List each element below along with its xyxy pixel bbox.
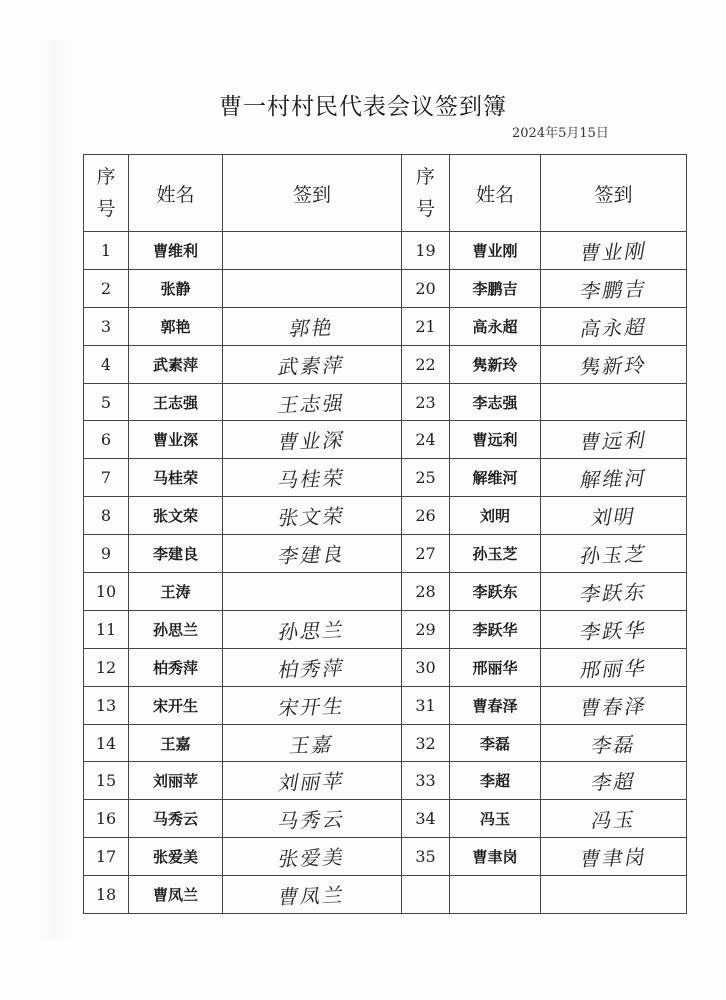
seq-number: 27 [402,535,450,573]
seq-number: 9 [84,535,129,573]
signature-cell [541,497,687,535]
header-seq: 序 号 [84,155,129,232]
attendee-name: 王涛 [129,573,223,611]
seq-number: 21 [402,307,450,345]
seq-number: 7 [84,459,129,497]
handwritten-signature: 曹远利 [577,428,649,455]
handwritten-signature: 王志强 [276,390,348,417]
handwritten-signature: 曹业刚 [577,238,649,266]
attendee-name: 柏秀萍 [129,648,223,686]
handwritten-signature: 李磊 [588,731,638,758]
signature-cell [223,345,402,383]
signature-cell [541,800,687,838]
handwritten-signature: 柏秀萍 [276,655,348,682]
handwritten-signature: 张爱美 [276,845,348,872]
seq-number: 31 [402,686,450,724]
attendee-name: 曹维利 [129,232,223,270]
attendee-name: 马秀云 [129,800,223,838]
signature-cell [223,383,402,421]
seq-number: 19 [402,232,450,270]
signature-cell [223,573,402,611]
signature-cell [541,686,687,724]
attendee-name: 冯玉 [450,800,541,838]
attendance-table [83,154,687,914]
seq-number: 16 [84,800,129,838]
handwritten-signature: 曹春泽 [577,693,649,720]
table-row [84,459,687,497]
seq-number: 25 [402,459,450,497]
seq-number: 28 [402,573,450,611]
seq-number: 15 [84,762,129,800]
table-row [84,838,687,876]
attendee-name: 李超 [450,762,541,800]
table-row [84,535,687,573]
meeting-date: 2024年5月15日 [512,126,609,141]
signature-cell [223,421,402,459]
seq-number: 13 [84,686,129,724]
handwritten-signature: 解维河 [577,466,649,493]
attendee-name: 张文荣 [129,497,223,535]
signature-cell [541,383,687,421]
table-row [84,610,687,648]
seq-number: 33 [402,762,450,800]
attendee-name: 李志强 [450,383,541,421]
attendee-name: 曹聿岗 [450,838,541,876]
signature-cell [223,648,402,686]
handwritten-signature: 刘丽苹 [276,769,348,796]
signature-cell [541,573,687,611]
seq-number: 26 [402,497,450,535]
table-row [84,345,687,383]
handwritten-signature: 李建良 [276,541,348,569]
attendee-name: 曹凤兰 [129,876,223,914]
seq-number [402,876,450,914]
seq-number: 11 [84,610,129,648]
seq-number: 4 [84,345,129,383]
seq-number: 30 [402,648,450,686]
seq-number: 29 [402,610,450,648]
table-row [84,269,687,307]
header-seq: 序 号 [402,155,450,232]
attendee-name: 李磊 [450,724,541,762]
handwritten-signature: 曹业深 [276,428,348,455]
header-sign: 签到 [541,155,687,232]
table-row [84,800,687,838]
signature-cell [223,762,402,800]
signature-cell [541,838,687,876]
handwritten-signature: 郭艳 [287,314,337,341]
signature-cell [541,232,687,270]
page-title: 曹一村村民代表会议签到簿 [219,94,507,120]
attendee-name: 王嘉 [129,724,223,762]
table-row [84,724,687,762]
attendee-name: 刘明 [450,497,541,535]
handwritten-signature: 冯玉 [588,807,638,834]
table-row [84,497,687,535]
attendee-name [450,876,541,914]
attendee-name: 王志强 [129,383,223,421]
signature-cell [223,876,402,914]
signature-cell [541,762,687,800]
header-name: 姓名 [129,155,223,232]
signature-cell [541,459,687,497]
signature-cell [223,307,402,345]
header-sign: 签到 [223,155,402,232]
signature-cell [541,724,687,762]
attendee-name: 李跃东 [450,573,541,611]
signature-cell [541,610,687,648]
signature-cell [223,232,402,270]
attendee-name: 宋开生 [129,686,223,724]
handwritten-signature: 曹聿岗 [577,845,649,872]
handwritten-signature: 李鹏吉 [577,276,649,303]
seq-number: 8 [84,497,129,535]
table-row [84,573,687,611]
seq-number: 35 [402,838,450,876]
seq-number: 23 [402,383,450,421]
handwritten-signature: 李超 [588,769,638,796]
attendee-name: 曹业刚 [450,232,541,270]
table-row [84,686,687,724]
handwritten-signature: 邢丽华 [577,655,649,682]
attendee-name: 曹业深 [129,421,223,459]
header-name: 姓名 [450,155,541,232]
signature-cell [223,497,402,535]
attendee-name: 隽新玲 [450,345,541,383]
table-row [84,232,687,270]
scan-shadow [40,40,70,940]
handwritten-signature: 张文荣 [276,504,348,531]
attendee-name: 解维河 [450,459,541,497]
table-row [84,383,687,421]
signature-cell [223,838,402,876]
handwritten-signature: 武素萍 [276,352,348,379]
attendee-name: 曹远利 [450,421,541,459]
signature-cell [541,269,687,307]
attendee-name: 刘丽苹 [129,762,223,800]
attendee-name: 马桂荣 [129,459,223,497]
signature-cell [541,648,687,686]
seq-number: 12 [84,648,129,686]
signature-cell [223,535,402,573]
seq-number: 18 [84,876,129,914]
attendee-name: 张静 [129,269,223,307]
signature-cell [541,421,687,459]
table-row [84,648,687,686]
attendee-name: 李跃华 [450,610,541,648]
attendee-name: 李建良 [129,535,223,573]
signature-cell [541,307,687,345]
attendee-name: 张爱美 [129,838,223,876]
seq-number: 3 [84,307,129,345]
signature-cell [541,345,687,383]
seq-number: 20 [402,269,450,307]
seq-number: 34 [402,800,450,838]
table-row [84,421,687,459]
handwritten-signature: 马桂荣 [276,466,348,493]
seq-number: 17 [84,838,129,876]
handwritten-signature: 孙玉芝 [577,541,649,569]
handwritten-signature: 隽新玲 [577,352,649,379]
signature-cell [541,876,687,914]
handwritten-signature: 李跃华 [577,617,649,644]
attendee-name: 武素萍 [129,345,223,383]
seq-number: 1 [84,232,129,270]
handwritten-signature: 王嘉 [287,731,337,758]
handwritten-signature: 曹凤兰 [276,882,348,910]
handwritten-signature: 高永超 [577,314,649,341]
seq-number: 14 [84,724,129,762]
attendee-name: 邢丽华 [450,648,541,686]
signature-cell [223,610,402,648]
table-row [84,876,687,914]
handwritten-signature: 马秀云 [276,807,348,834]
signature-cell [223,724,402,762]
attendee-name: 李鹏吉 [450,269,541,307]
signature-cell [223,686,402,724]
seq-number: 32 [402,724,450,762]
seq-number: 5 [84,383,129,421]
attendee-name: 孙玉芝 [450,535,541,573]
signature-cell [541,535,687,573]
handwritten-signature: 李跃东 [577,579,649,607]
attendee-name: 曹春泽 [450,686,541,724]
table-row [84,762,687,800]
handwritten-signature: 宋开生 [276,693,348,720]
signature-cell [223,269,402,307]
signature-cell [223,459,402,497]
seq-number: 6 [84,421,129,459]
attendee-name: 高永超 [450,307,541,345]
signature-cell [223,800,402,838]
seq-number: 2 [84,269,129,307]
attendee-name: 孙思兰 [129,610,223,648]
handwritten-signature: 刘明 [588,504,638,530]
attendee-name: 郭艳 [129,307,223,345]
handwritten-signature: 孙思兰 [276,617,348,644]
seq-number: 24 [402,421,450,459]
seq-number: 22 [402,345,450,383]
table-header-row [84,155,687,232]
table-row [84,307,687,345]
seq-number: 10 [84,573,129,611]
